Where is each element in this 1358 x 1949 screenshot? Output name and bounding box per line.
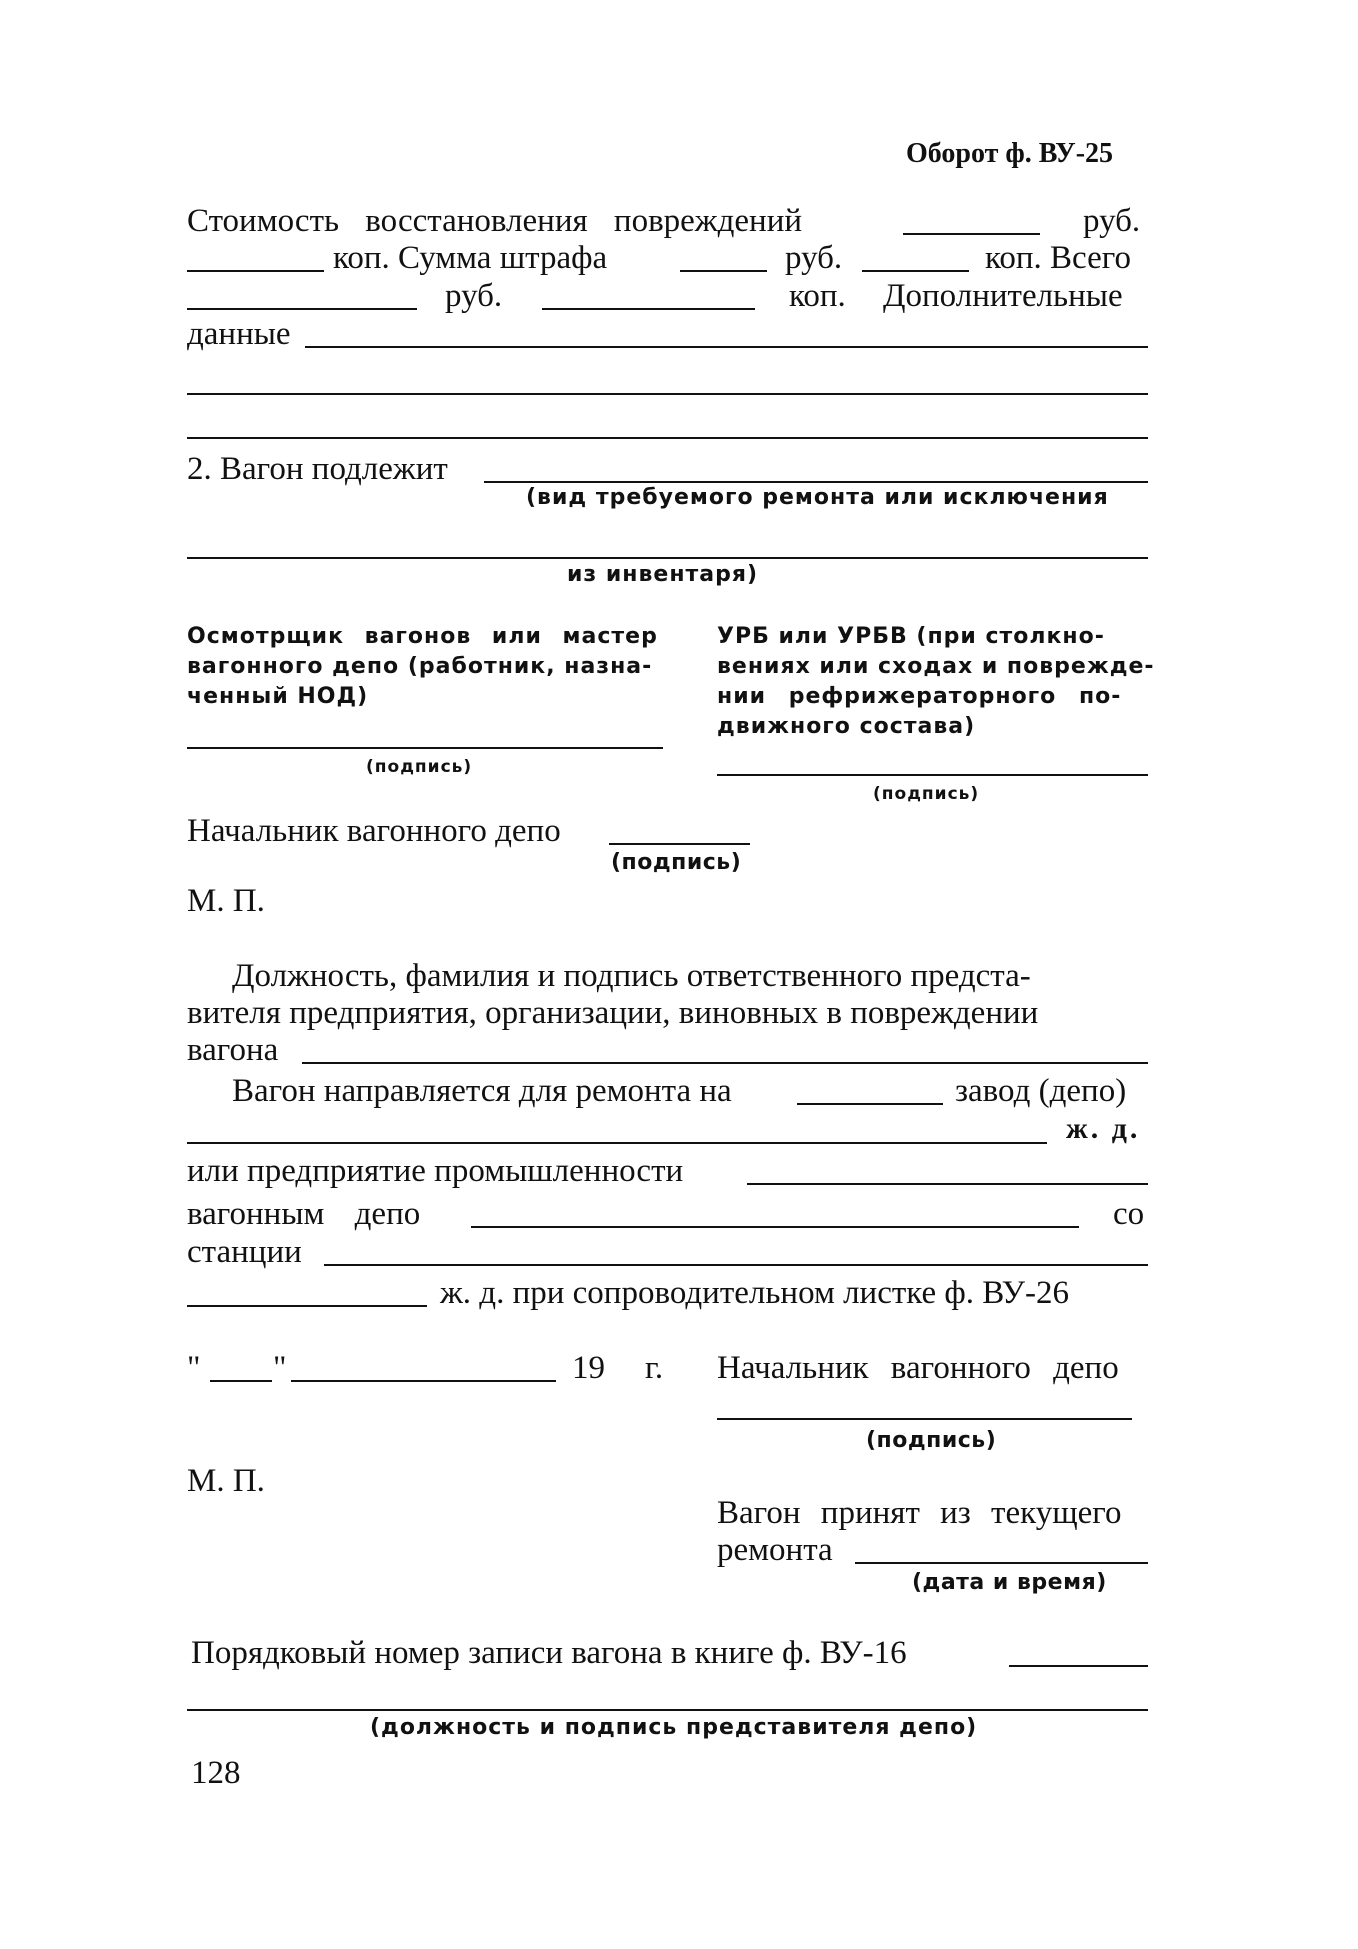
cost-label: Стоимость восстановления повреждений <box>187 203 803 239</box>
accepted-line-2: ремонта <box>717 1532 833 1568</box>
cost-kop-field[interactable] <box>187 270 324 272</box>
responsible-line-1: Должность, фамилия и подпись ответственного предста- <box>232 958 1031 994</box>
total-rub-field[interactable] <box>187 308 417 310</box>
inspector-signature-caption: (подпись) <box>366 757 473 777</box>
railway-field-2[interactable] <box>187 1305 427 1307</box>
fine-kop-field[interactable] <box>862 270 969 272</box>
depot-chief-signature-field-2[interactable] <box>717 1418 1132 1420</box>
month-field[interactable] <box>291 1380 556 1382</box>
responsible-line-3: вагона <box>187 1032 279 1068</box>
railway-field-1[interactable] <box>187 1142 1047 1144</box>
day-field[interactable] <box>210 1380 272 1382</box>
depot-field[interactable] <box>471 1226 1079 1228</box>
station-field[interactable] <box>324 1264 1148 1266</box>
inventory-caption: из инвентаря) <box>567 562 759 587</box>
depot-chief-caption-2: (подпись) <box>866 1428 997 1453</box>
stamp-label-1: М. П. <box>187 883 265 919</box>
rail-sheet-label: ж. д. при сопроводительном листке ф. ВУ-26 <box>440 1275 1069 1311</box>
additional-data-field-3[interactable] <box>187 437 1148 439</box>
repair-type-caption: (вид требуемого ремонта или исключения <box>526 485 1109 510</box>
urb-title-line-2: вениях или сходах и поврежде- <box>717 654 1155 679</box>
kop-total-label: коп. Всего <box>985 240 1131 276</box>
urb-signature-field[interactable] <box>717 774 1148 776</box>
quote-open: " <box>187 1350 201 1386</box>
inspector-title-line-1: Осмотрщик вагонов или мастер <box>187 624 658 649</box>
from-label: со <box>1113 1196 1145 1232</box>
depot-representative-field[interactable] <box>187 1709 1148 1711</box>
plant-field[interactable] <box>797 1103 943 1105</box>
inspector-signature-field[interactable] <box>187 747 663 749</box>
repair-type-field[interactable] <box>484 481 1148 483</box>
railway-label-1: ж. д. <box>1066 1112 1141 1145</box>
section-2-label: 2. Вагон подлежит <box>187 451 448 487</box>
urb-title-line-1: УРБ или УРБВ (при столкно- <box>717 624 1105 649</box>
kop-label-3: коп. <box>789 278 846 314</box>
stamp-label-2: М. П. <box>187 1463 265 1499</box>
depot-chief-label: Начальник вагонного депо <box>187 813 561 849</box>
record-number-label: Порядковый номер записи вагона в книге ф. ВУ-16 <box>191 1635 907 1671</box>
quote-close: " <box>273 1350 287 1386</box>
rub-label-1: руб. <box>1083 203 1141 239</box>
accepted-caption: (дата и время) <box>912 1570 1107 1595</box>
depot-chief-caption: (подпись) <box>611 850 742 875</box>
additional-data-field-1[interactable] <box>305 346 1148 348</box>
depot-chief-label-2: Начальник вагонного депо <box>717 1350 1119 1386</box>
cost-rub-field[interactable] <box>903 233 1040 235</box>
inspector-title-line-3: ченный НОД) <box>187 684 369 709</box>
industry-label: или предприятие промышленности <box>187 1153 684 1189</box>
record-number-field[interactable] <box>1009 1665 1148 1667</box>
repair-type-field-2[interactable] <box>187 557 1148 559</box>
urb-title-line-3: нии рефрижераторного по- <box>717 684 1122 709</box>
depot-representative-caption: (должность и подпись представителя депо) <box>370 1715 978 1740</box>
responsible-field[interactable] <box>302 1062 1148 1064</box>
additional-data-field-2[interactable] <box>187 393 1148 395</box>
depot-chief-signature-field[interactable] <box>609 843 750 845</box>
responsible-line-2: вителя предприятия, организации, виновных в повреждении <box>187 995 1039 1031</box>
urb-signature-caption: (подпись) <box>873 784 980 804</box>
plant-label: завод (депо) <box>955 1073 1127 1109</box>
additional-label: Дополнительные <box>883 278 1123 314</box>
station-label: станции <box>187 1234 302 1270</box>
accepted-datetime-field[interactable] <box>855 1562 1148 1564</box>
kop-fine-label: коп. Сумма штрафа <box>333 240 608 276</box>
industry-field[interactable] <box>747 1183 1148 1185</box>
inspector-title-line-2: вагонного депо (работник, назна- <box>187 654 653 679</box>
form-reference: Оборот ф. ВУ-25 <box>906 138 1114 169</box>
year-suffix: г. <box>645 1350 664 1386</box>
rub-label-3: руб. <box>445 278 503 314</box>
fine-rub-field[interactable] <box>680 270 767 272</box>
depot-label: вагонным депо <box>187 1196 421 1232</box>
data-label: данные <box>187 316 291 352</box>
accepted-line-1: Вагон принят из текущего <box>717 1495 1122 1531</box>
rub-label-2: руб. <box>785 240 843 276</box>
year-prefix: 19 <box>572 1350 605 1386</box>
urb-title-line-4: движного состава) <box>717 714 976 739</box>
sent-for-repair-label: Вагон направляется для ремонта на <box>232 1073 732 1109</box>
page-number: 128 <box>191 1755 241 1791</box>
total-kop-field[interactable] <box>542 308 755 310</box>
